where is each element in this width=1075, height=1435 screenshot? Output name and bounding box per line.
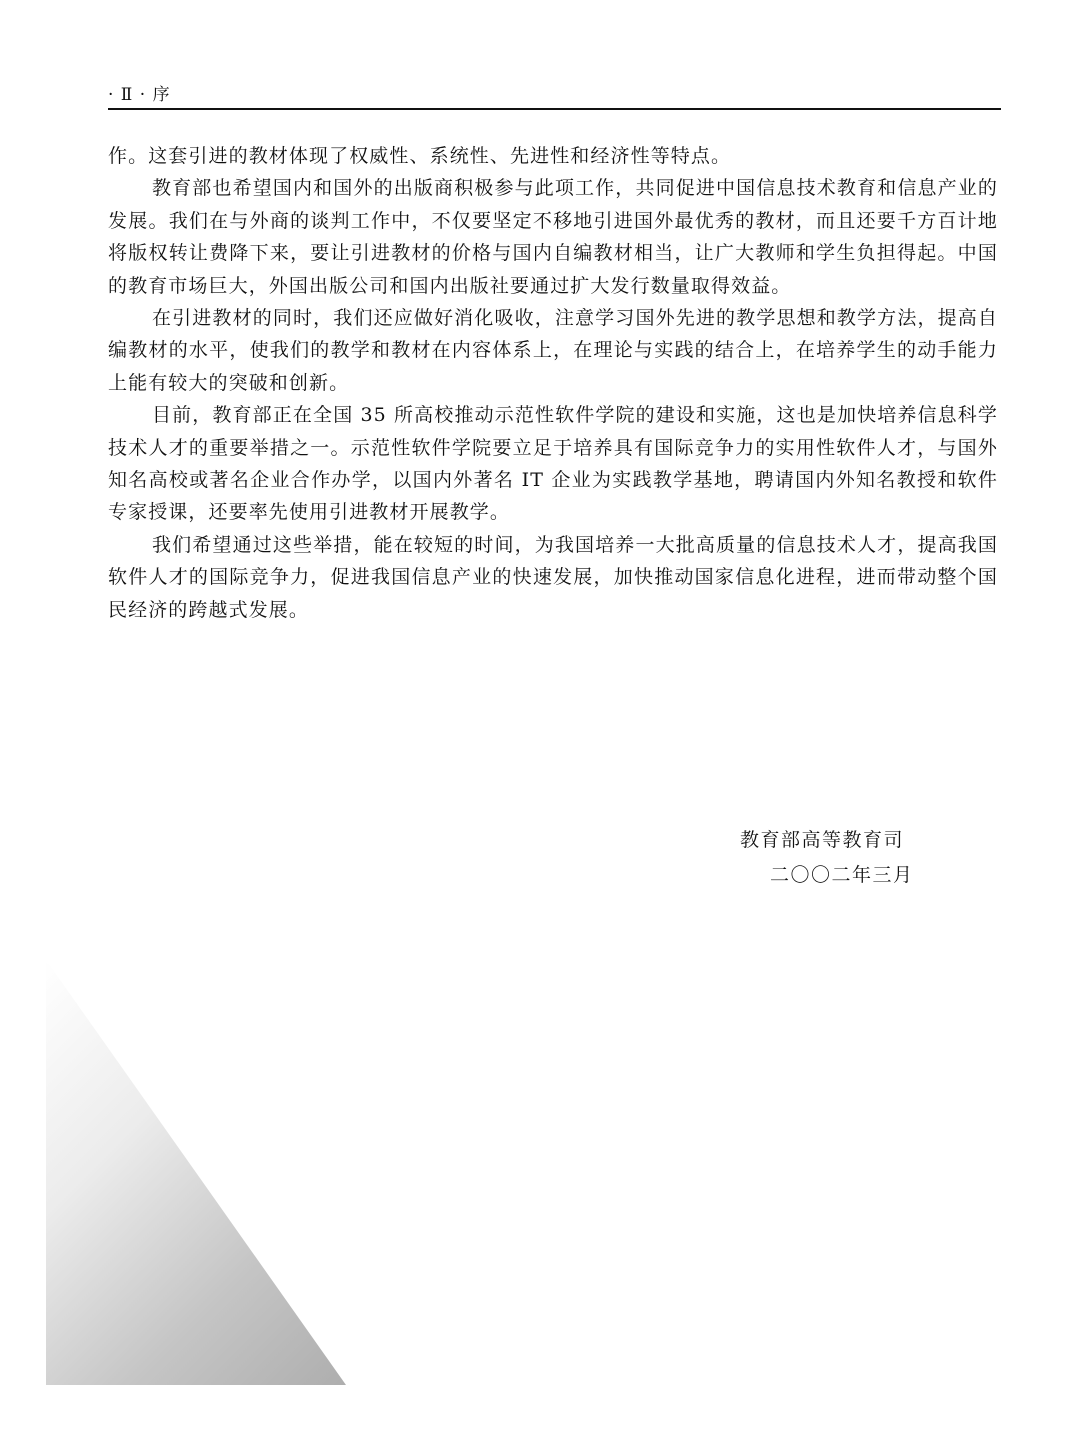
paragraph-4: 目前，教育部正在全国 35 所高校推动示范性软件学院的建设和实施，这也是加快培养信息科学技术人才的重要举措之一。示范性软件学院要立足于培养具有国际竞争力的实用性软件人才，与国外知名高校或著名企业合作办学，以国内外著名 IT 企业为实践教学基地，聘请国内外知名教授和软件专家授课，还要率先使用引进教材开展教学。 <box>108 404 998 524</box>
paragraph-3: 在引进教材的同时，我们还应做好消化吸收，注意学习国外先进的教学思想和教学方法，提高自编教材的水平，使我们的教学和教材在内容体系上，在理论与实践的结合上，在培养学生的动手能力上能有较大的突破和创新。 <box>108 307 998 394</box>
scan-shadow <box>46 960 346 1385</box>
running-head-text: · Ⅱ · 序 <box>108 85 171 105</box>
signature-date: 二〇〇二年三月 <box>770 864 914 886</box>
running-head <box>108 84 1001 110</box>
paragraph-5: 我们希望通过这些举措，能在较短的时间，为我国培养一大批高质量的信息技术人才，提高我国软件人才的国际竞争力，促进我国信息产业的快速发展，加快推动国家信息化进程，进而带动整个国民经济的跨越式发展。 <box>108 533 998 621</box>
paragraph-1: 作。这套引进的教材体现了权威性、系统性、先进性和经济性等特点。 <box>108 145 732 167</box>
header-rule <box>108 108 1001 110</box>
signature-block <box>740 823 960 893</box>
paragraph-2: 教育部也希望国内和国外的出版商积极参与此项工作，共同促进中国信息技术教育和信息产业的发展。我们在与外商的谈判工作中，不仅要坚定不移地引进国外最优秀的教材，而且还要千方百计地将版权转让费降下来，要让引进教材的价格与国内自编教材相当，让广大教师和学生负担得起。中国的教育市场巨大，外国出版公司和国内出版社要通过扩大发行数量取得效益。 <box>108 177 998 297</box>
body-text <box>108 140 998 626</box>
signature-organization: 教育部高等教育司 <box>740 829 905 851</box>
